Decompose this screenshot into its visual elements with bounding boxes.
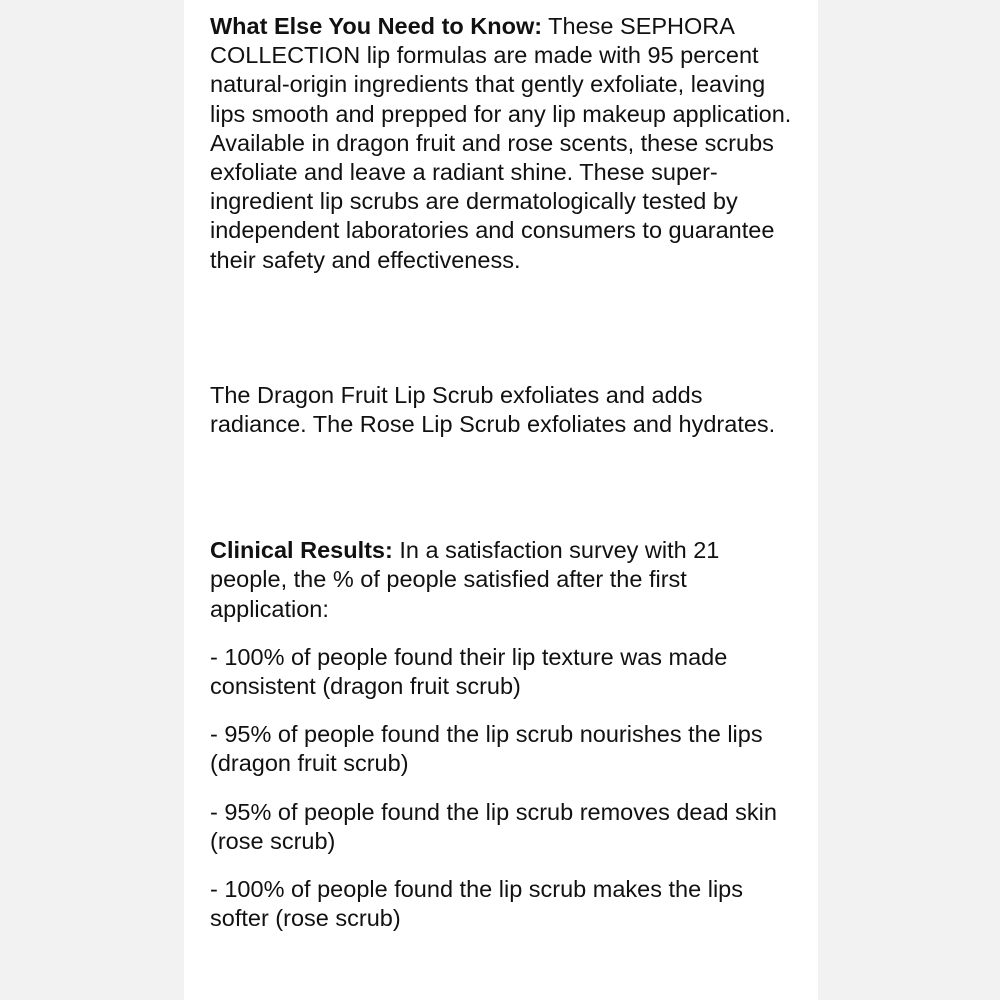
clinical-results-paragraph <box>210 536 800 624</box>
result-item: - 100% of people found the lip scrub makes the lips softer (rose scrub) <box>210 876 743 932</box>
result-item: - 100% of people found their lip texture was made consistent (dragon fruit scrub) <box>210 643 728 700</box>
clinical-results-text: In a satisfaction survey with 21 people, the % of people satisfied after the first application: <box>210 537 720 622</box>
clinical-results-label: Clinical Results: <box>210 537 393 564</box>
product-details-content <box>210 12 800 952</box>
what-else-label: What Else You Need to Know: <box>210 13 543 39</box>
what-else-text: These SEPHORA COLLECTION lip formulas are made with 95 percent natural-origin ingredients that gently exfoliate, leaving lips smooth and prepped for any lip makeup application. Available in dragon fruit and rose scents, these scrubs exfoliate and leave a radiant shine. These super-ingredient lip scrubs are dermatologically tested by independent laboratories and consumers to guarantee their safety and effectiveness. <box>210 13 792 273</box>
scrub-description-paragraph: The Dragon Fruit Lip Scrub exfoliates and adds radiance. The Rose Lip Scrub exfoliates and hydrates. <box>210 381 776 438</box>
result-item: - 95% of people found the lip scrub nourishes the lips (dragon fruit scrub) <box>210 721 763 777</box>
what-else-paragraph <box>210 12 800 275</box>
product-details-panel <box>184 0 818 1000</box>
result-item: - 95% of people found the lip scrub removes dead skin (rose scrub) <box>210 798 777 854</box>
